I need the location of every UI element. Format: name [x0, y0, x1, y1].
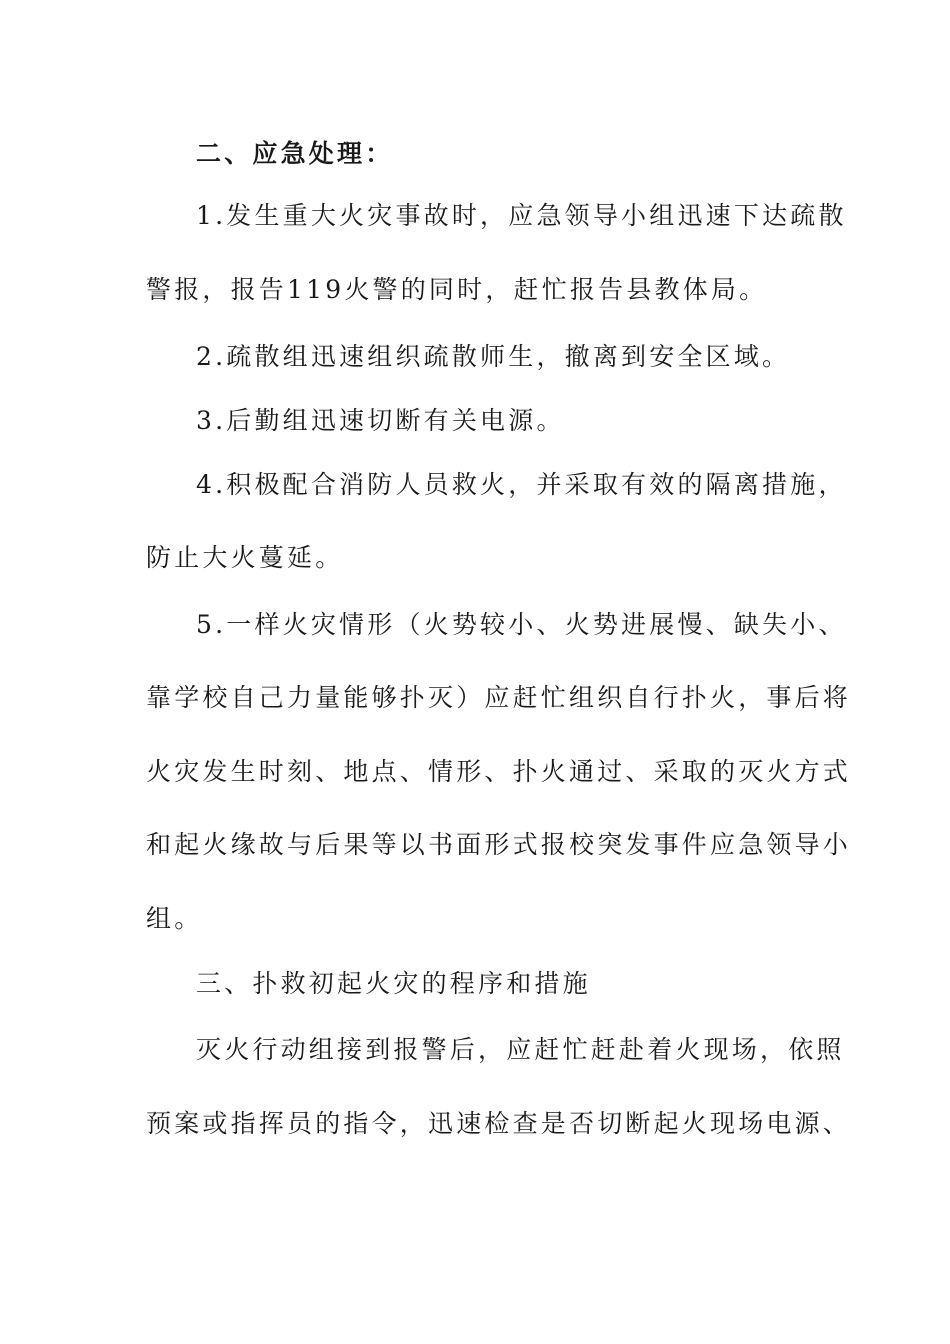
paragraph-line: 5.一样火灾情形（火势较小、火势进展慢、缺失小、	[196, 610, 847, 639]
paragraph-line: 靠学校自己力量能够扑灭）应赶忙组织自行扑火，事后将	[146, 683, 852, 712]
section-heading-emergency: 二、应急处理：	[196, 139, 394, 168]
paragraph-line: 警报，报告119火警的同时，赶忙报告县教体局。	[146, 275, 768, 304]
paragraph-line: 火灾发生时刻、地点、情形、扑火通过、采取的灭火方式	[146, 757, 852, 786]
paragraph-line: 组。	[146, 904, 203, 933]
paragraph-line: 防止大火蔓延。	[146, 543, 344, 572]
paragraph-line: 和起火缘故与后果等以书面形式报校突发事件应急领导小	[146, 830, 852, 859]
section-heading-procedure: 三、扑救初起火灾的程序和措施	[196, 969, 591, 998]
paragraph-line: 3.后勤组迅速切断有关电源。	[196, 406, 565, 435]
paragraph-line: 预案或指挥员的指令，迅速检查是否切断起火现场电源、	[146, 1109, 852, 1138]
paragraph-line: 灭火行动组接到报警后，应赶忙赶赴着火现场，依照	[196, 1035, 845, 1064]
paragraph-line: 2.疏散组迅速组织疏散师生，撤离到安全区域。	[196, 342, 791, 371]
paragraph-line: 4.积极配合消防人员救火，并采取有效的隔离措施，	[196, 470, 847, 499]
paragraph-line: 1.发生重大火灾事故时，应急领导小组迅速下达疏散	[196, 201, 847, 230]
